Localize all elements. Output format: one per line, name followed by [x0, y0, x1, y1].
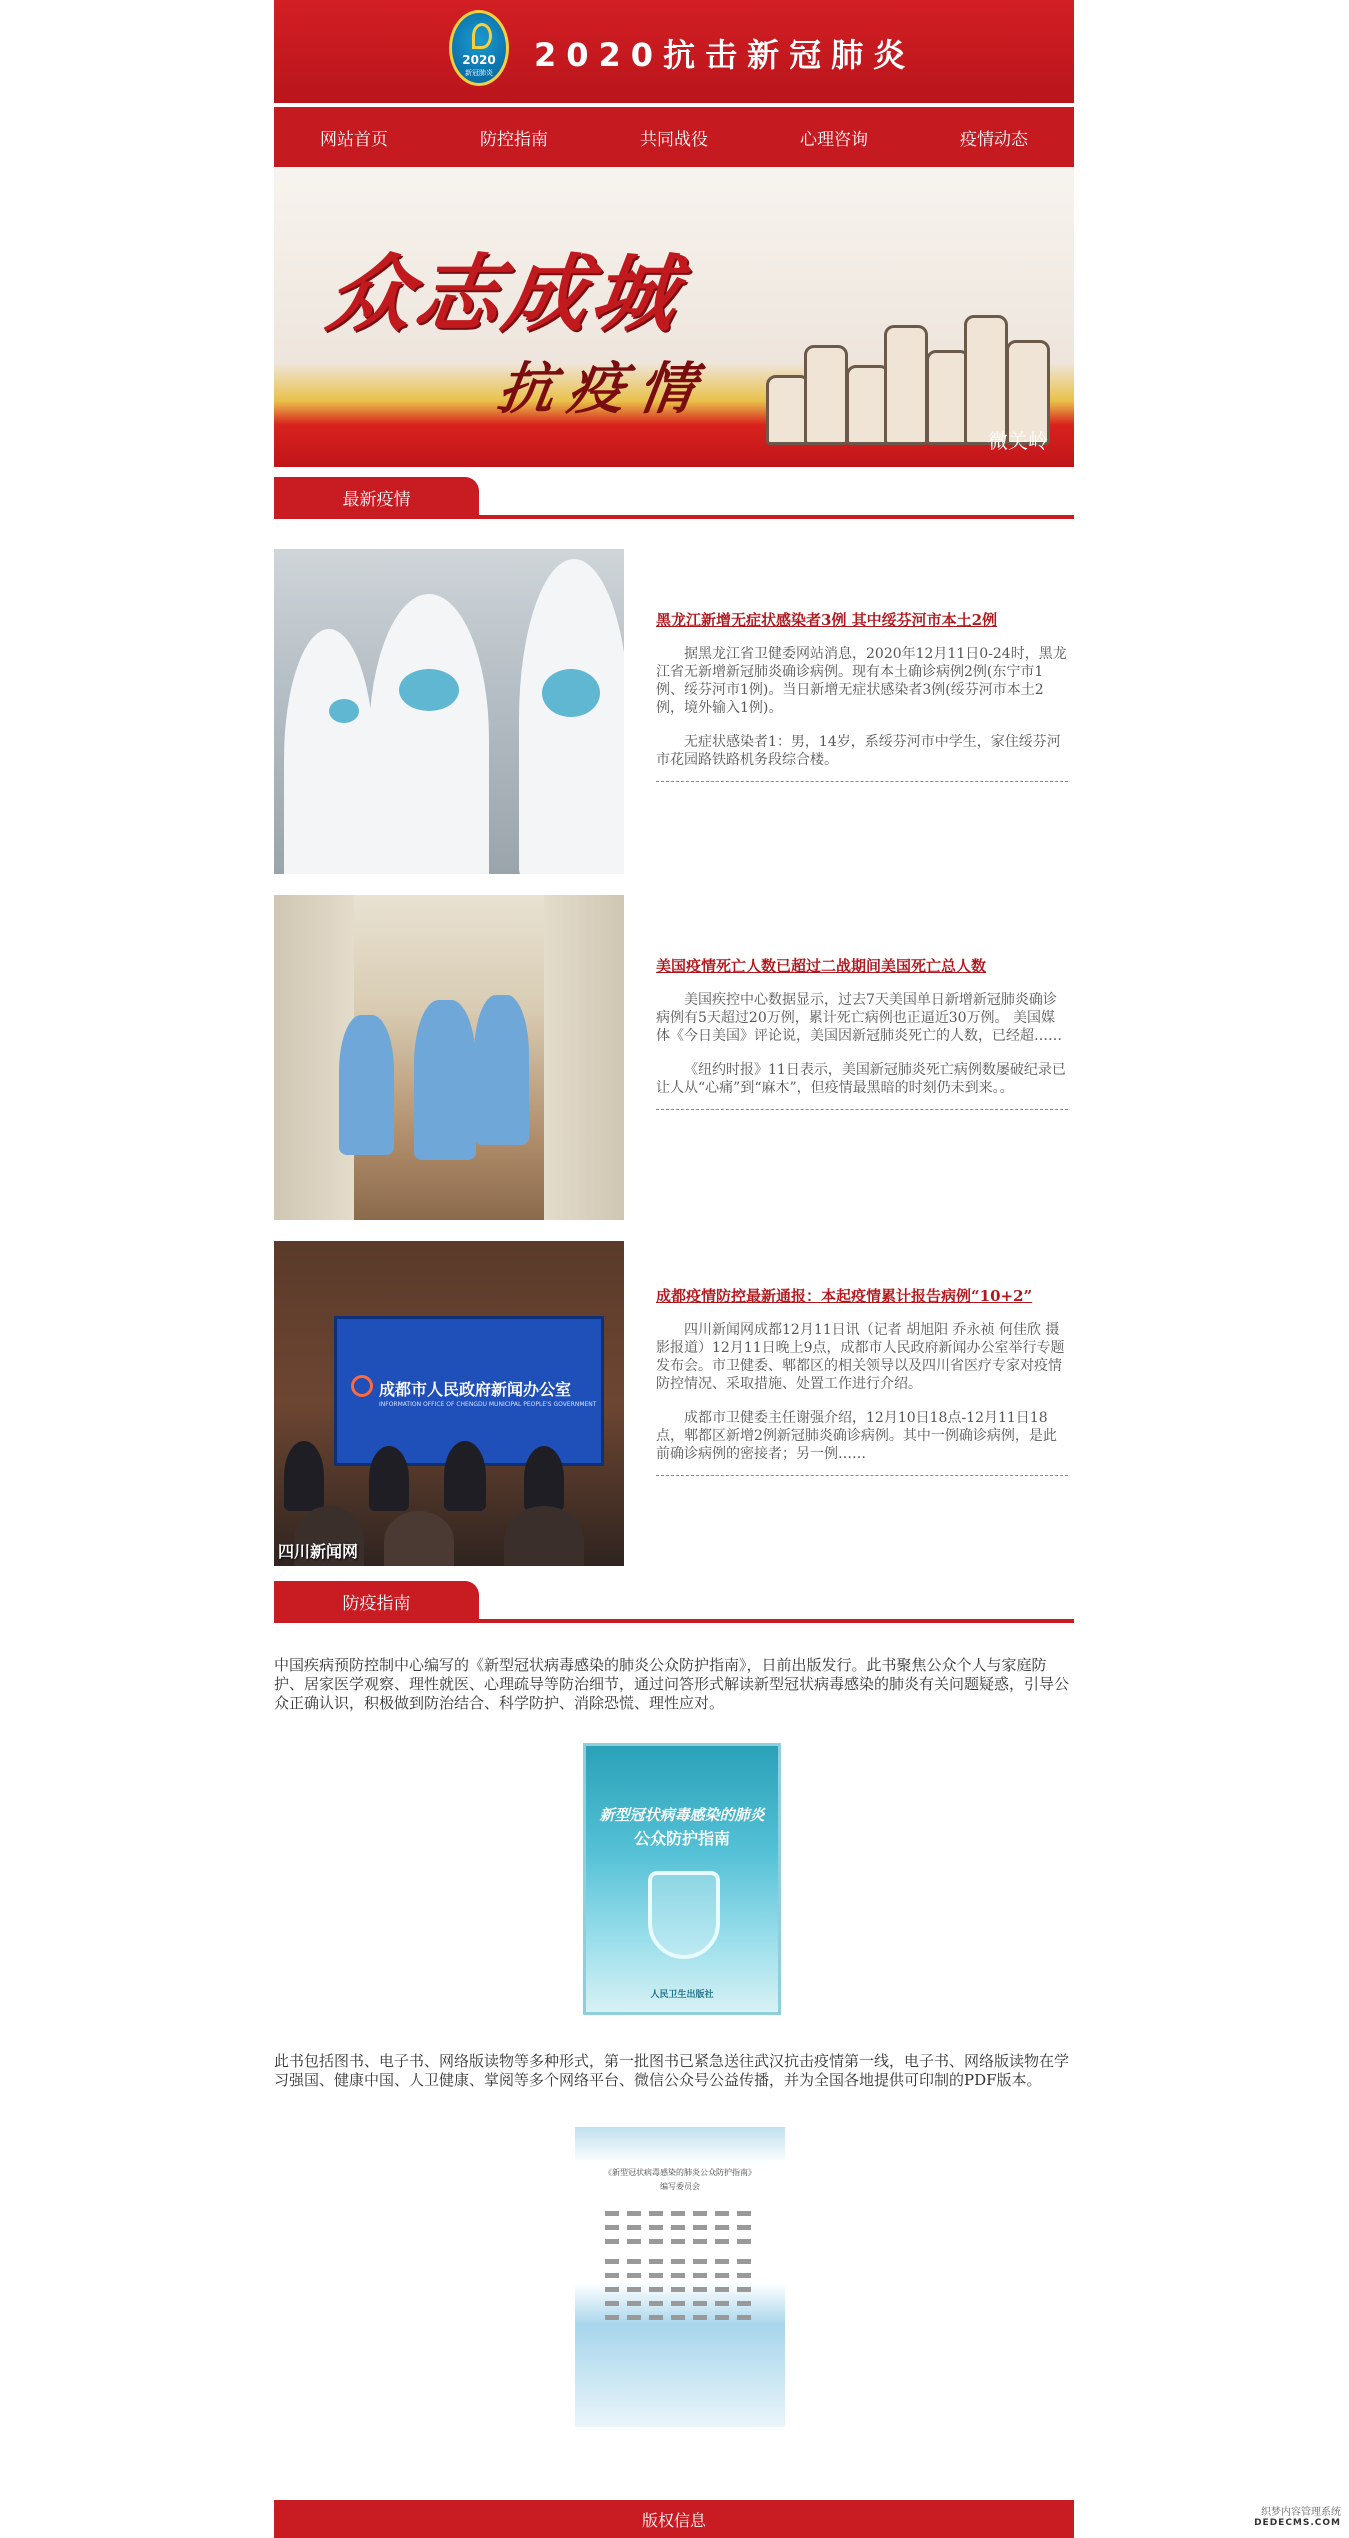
news-text	[656, 1287, 1068, 1476]
site-header	[274, 0, 1074, 103]
news-paragraph: 据黑龙江省卫健委网站消息，2020年12月11日0-24时，黑龙江省无新增新冠肺炎确诊病例。现有本土确诊病例2例(东宁市1例、绥芬河市1例)。当日新增无症状感染者3例(绥芬河市本土2例，境外输入1例)。	[656, 646, 1067, 716]
guide-paragraph: 此书包括图书、电子书、网络版读物等多种形式，第一批图书已紧急送往武汉抗击疫情第一线，电子书、网络版读物在学习强国、健康中国、人卫健康、掌阅等多个网络平台、微信公众号公益传播，并为全国各地提供可印制的PDF版本。	[274, 2052, 1070, 2089]
nav-updates[interactable]: 疫情动态	[960, 129, 1028, 150]
news-image-hospital-hallway[interactable]	[274, 895, 624, 1220]
guide-paragraph: 中国疾病预防控制中心编写的《新型冠状病毒感染的肺炎公众防护指南》，日前出版发行。此书聚焦公众个人与家庭防护、居家医学观察、理性就医、心理疏导等防治细节，通过问答形式解读新型冠状病毒感染的肺炎有关问题疑惑，引导公众正确认识，积极做到防治结合、科学防护、消除恐慌、理性应对。	[274, 1656, 1070, 1712]
press-screen-subtitle: INFORMATION OFFICE OF CHENGDU MUNICIPAL PEOPLE'S GOVERNMENT	[379, 1401, 597, 1408]
footer-copyright[interactable]: 版权信息	[641, 2510, 706, 2530]
news-headline[interactable]: 黑龙江新增无症状感染者3例 其中绥芬河市本土2例	[656, 611, 998, 629]
nav-guide[interactable]: 防控指南	[480, 129, 548, 150]
guide-formats	[274, 2052, 1074, 2090]
corner-watermark-cn: 织梦内容管理系统	[1261, 2507, 1341, 2518]
footer-bar	[274, 2500, 1074, 2538]
news-item	[274, 1221, 1074, 1567]
page-container	[274, 0, 1074, 1627]
news-headline[interactable]: 成都疫情防控最新通报：本起疫情累计报告病例“10+2”	[656, 1287, 1033, 1305]
book-page-title: 《新型冠状病毒感染的肺炎公众防护指南》	[604, 2168, 756, 2177]
book-publisher: 人民卫生出版社	[650, 1990, 714, 2000]
logo-subtitle: 新冠肺炎	[465, 69, 493, 77]
news-divider	[656, 781, 1068, 782]
news-image-press-conference[interactable]	[274, 1241, 624, 1566]
guide-section-heading	[274, 1581, 1074, 1627]
latest-section-heading	[274, 477, 1074, 523]
news-text	[656, 957, 1068, 1110]
photo-watermark: 四川新闻网	[278, 1542, 359, 1561]
news-paragraph: 美国疾控中心数据显示，过去7天美国单日新增新冠肺炎确诊病例有5天超过20万例，累计死亡病例也正逼近30万例。 美国媒体《今日美国》评论说，美国因新冠肺炎死亡的人数，已经超……	[656, 992, 1062, 1044]
news-headline[interactable]: 美国疫情死亡人数已超过二战期间美国死亡总人数	[656, 957, 987, 975]
logo-year: 2020	[462, 53, 496, 67]
site-logo[interactable]	[449, 10, 509, 86]
latest-heading-tab: 最新疫情	[274, 477, 479, 517]
corner-watermark	[1246, 2503, 1341, 2528]
news-image-medics[interactable]	[274, 549, 624, 874]
news-divider	[656, 1475, 1068, 1476]
book-page-subtitle: 编写委员会	[660, 2182, 700, 2191]
guide-heading-tab: 防疫指南	[274, 1581, 479, 1621]
nav-counseling[interactable]: 心理咨询	[800, 129, 868, 150]
guide-book-cover[interactable]	[583, 1743, 781, 2015]
nav-battle[interactable]: 共同战役	[640, 129, 708, 150]
main-nav	[274, 107, 1074, 167]
news-divider	[656, 1109, 1068, 1110]
news-paragraph: 成都市卫健委主任谢强介绍，12月10日18点-12月11日18点，郫都区新增2例新冠肺炎确诊病例。其中一例确诊病例，是此前确诊病例的密接者；另一例……	[656, 1410, 1057, 1462]
book-title-line1: 新型冠状病毒感染的肺炎	[599, 1806, 765, 1824]
news-paragraph: 无症状感染者1：男，14岁，系绥芬河市中学生，家住绥芬河市花园路铁路机务段综合楼。	[656, 734, 1061, 768]
logo-mark-icon	[472, 23, 492, 49]
guide-intro	[274, 1656, 1074, 1713]
book-title-line2: 公众防护指南	[633, 1829, 730, 1848]
news-item	[274, 875, 1074, 1221]
nav-home[interactable]: 网站首页	[320, 129, 388, 150]
corner-watermark-en: DEDECMS.COM	[1254, 2518, 1341, 2528]
press-screen-title: 成都市人民政府新闻办公室	[379, 1380, 572, 1399]
news-paragraph: 《纽约时报》11日表示，美国新冠肺炎死亡病例数屡破纪录已让人从“心痛”到“麻木”，但疫情最黑暗的时刻仍未到来。。	[656, 1062, 1066, 1096]
banner-slogan-2: 抗疫情	[493, 356, 714, 422]
news-text	[656, 611, 1068, 782]
hero-banner	[274, 167, 1074, 467]
gov-emblem-icon	[351, 1375, 373, 1397]
shield-icon	[648, 1871, 720, 1959]
banner-slogan-1: 众志成城	[321, 244, 688, 343]
site-title: 2020抗击新冠肺炎	[534, 36, 916, 74]
guide-book-page[interactable]	[575, 2127, 785, 2427]
news-paragraph: 四川新闻网成都12月11日讯（记者 胡旭阳 乔永祯 何佳欣 摄影报道）12月11日晚上9点，成都市人民政府新闻办公室举行专题发布会。市卫健委、郫都区的相关领导以及四川省医疗专家对疫情防控情况、采取措施、处置工作进行介绍。	[656, 1322, 1065, 1392]
raised-fists-illustration	[766, 295, 1066, 445]
news-item	[274, 529, 1074, 875]
banner-watermark: 微关岭	[988, 429, 1048, 453]
